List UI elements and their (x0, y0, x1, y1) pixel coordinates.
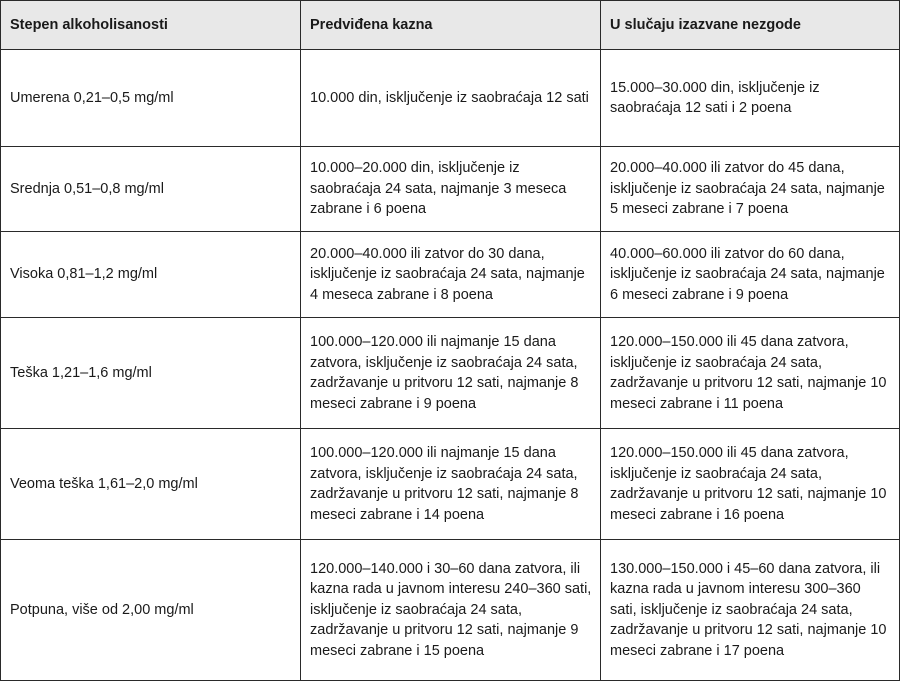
header-row (1, 1, 900, 50)
prescribed-penalty-cell: 100.000–120.000 ili najmanje 15 dana zatvora, isključenje iz saobraćaja 24 sata, zadržavanje u pritvoru 12 sati, najmanje 8 meseci zabrane i 14 poena (301, 429, 601, 540)
prescribed-penalty-cell: 10.000 din, isključenje iz saobraćaja 12 sati (301, 50, 601, 147)
intoxication-level-cell: Veoma teška 1,61–2,0 mg/ml (1, 429, 301, 540)
accident-penalty-cell: 120.000–150.000 ili 45 dana zatvora, isključenje iz saobraćaja 24 sata, zadržavanje u pritvoru 12 sati, najmanje 10 meseci zabrane i 16 poena (601, 429, 900, 540)
intoxication-level-cell: Teška 1,21–1,6 mg/ml (1, 318, 301, 429)
table-row (1, 429, 900, 540)
accident-penalty-cell: 130.000–150.000 i 45–60 dana zatvora, ili kazna rada u javnom interesu 300–360 sati, isključenje iz saobraćaja 24 sata, zadržavanje u pritvoru 12 sati, najmanje 10 meseci zabrane i 17 poena (601, 540, 900, 681)
prescribed-penalty-cell: 100.000–120.000 ili najmanje 15 dana zatvora, isključenje iz saobraćaja 24 sata, zadržavanje u pritvoru 12 sati, najmanje 8 meseci zabrane i 9 poena (301, 318, 601, 429)
prescribed-penalty-cell: 10.000–20.000 din, isključenje iz saobraćaja 24 sata, najmanje 3 meseca zabrane i 6 poena (301, 147, 601, 232)
prescribed-penalty-cell: 120.000–140.000 i 30–60 dana zatvora, ili kazna rada u javnom interesu 240–360 sati, isključenje iz saobraćaja 24 sata, zadržavanje u pritvoru 12 sati, najmanje 9 meseci zabrane i 15 poena (301, 540, 601, 681)
table-header (1, 1, 900, 50)
prescribed-penalty-cell: 20.000–40.000 ili zatvor do 30 dana, isključenje iz saobraćaja 24 sata, najmanje 4 meseca zabrane i 8 poena (301, 232, 601, 318)
intoxication-level-cell: Umerena 0,21–0,5 mg/ml (1, 50, 301, 147)
accident-penalty-cell: 15.000–30.000 din, isključenje iz saobraćaja 12 sati i 2 poena (601, 50, 900, 147)
intoxication-level-cell: Visoka 0,81–1,2 mg/ml (1, 232, 301, 318)
intoxication-level-cell: Potpuna, više od 2,00 mg/ml (1, 540, 301, 681)
table-row (1, 318, 900, 429)
table-row (1, 147, 900, 232)
table-row (1, 50, 900, 147)
intoxication-level-cell: Srednja 0,51–0,8 mg/ml (1, 147, 301, 232)
table-row (1, 232, 900, 318)
table-row (1, 540, 900, 681)
accident-penalty-cell: 120.000–150.000 ili 45 dana zatvora, isključenje iz saobraćaja 24 sata, zadržavanje u pritvoru 12 sati, najmanje 10 meseci zabrane i 11 poena (601, 318, 900, 429)
table-body (1, 50, 900, 681)
header-intoxication-level: Stepen alkoholisanosti (1, 1, 301, 50)
accident-penalty-cell: 40.000–60.000 ili zatvor do 60 dana, isključenje iz saobraćaja 24 sata, najmanje 6 meseci zabrane i 9 poena (601, 232, 900, 318)
accident-penalty-cell: 20.000–40.000 ili zatvor do 45 dana, isključenje iz saobraćaja 24 sata, najmanje 5 meseci zabrane i 7 poena (601, 147, 900, 232)
header-accident-penalty: U slučaju izazvane nezgode (601, 1, 900, 50)
header-prescribed-penalty: Predviđena kazna (301, 1, 601, 50)
